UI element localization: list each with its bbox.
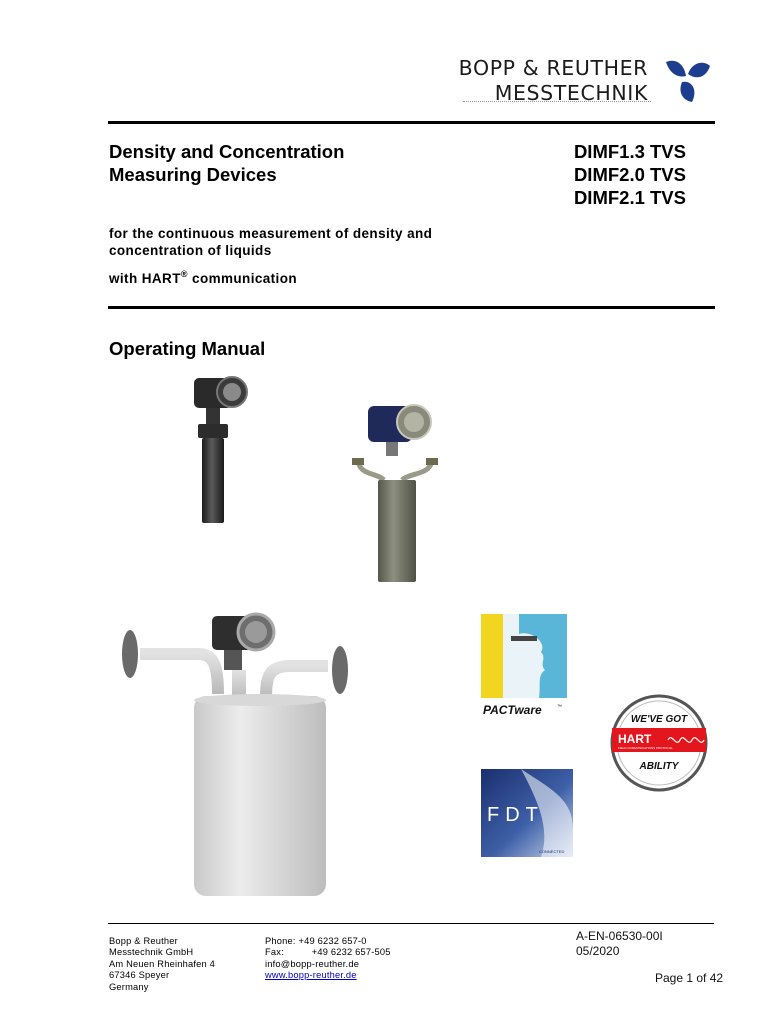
- document-reference: [576, 929, 663, 959]
- subtitle-line-3: [109, 266, 432, 287]
- document-title: [109, 140, 344, 186]
- page-number: Page 1 of 42: [655, 971, 724, 985]
- document-subtitle: [109, 225, 432, 287]
- fdt-text: FDT: [487, 804, 544, 826]
- document-date: 05/2020: [576, 944, 620, 958]
- hart-mid-text: HART: [618, 732, 652, 746]
- hart-ability-logo: [610, 694, 708, 792]
- address-line: Germany: [109, 981, 149, 992]
- pactware-tm: ™: [557, 704, 562, 710]
- device-dimf20-image: [348, 398, 444, 584]
- subtitle-line-1: for the continuous measurement of density and: [109, 226, 433, 241]
- logo-underline: [463, 101, 651, 103]
- address-line: Bopp & Reuther: [109, 936, 178, 946]
- subtitle-line-2: concentration of liquids: [109, 243, 272, 258]
- pactware-logo: [481, 614, 567, 718]
- fdt-sub-text: CONNECTED: [539, 849, 565, 854]
- hart-bottom-text: ABILITY: [639, 761, 679, 772]
- footer-rule: [108, 923, 714, 924]
- company-address: [109, 936, 215, 993]
- email-address: info@bopp-reuther.de: [265, 958, 360, 969]
- document-number: A-EN-06530-00I: [576, 929, 663, 943]
- hart-word: with HART: [109, 271, 181, 286]
- pactware-text: PACTware: [483, 703, 542, 717]
- logo-line-2: MESSTECHNIK: [494, 81, 648, 105]
- logo-line-1: BOPP & REUTHER: [458, 56, 648, 80]
- model-list: [541, 140, 686, 209]
- title-line-1: Density and Concentration: [109, 141, 345, 162]
- manual-title: Operating Manual: [109, 338, 266, 359]
- company-logo-text: [459, 56, 648, 106]
- bopp-reuther-logo-icon: [662, 56, 712, 106]
- contact-info: [265, 936, 391, 982]
- fdt-logo: [481, 769, 573, 857]
- device-dimf21-image: [118, 606, 356, 902]
- middle-rule: [108, 306, 715, 309]
- registered-mark: ®: [180, 269, 188, 279]
- communication-word: communication: [187, 271, 298, 286]
- hart-top-text: WE'VE GOT: [630, 714, 688, 725]
- address-line: 67346 Speyer: [109, 970, 170, 981]
- address-line: Messtechnik GmbH: [109, 947, 194, 958]
- model-item: DIMF2.1 TVS: [573, 187, 686, 208]
- top-rule: [108, 121, 715, 124]
- hart-sub-text: FIELD COMMUNICATIONS PROTOCOL: [618, 746, 673, 750]
- model-item: DIMF2.0 TVS: [573, 164, 686, 185]
- fax-number: Fax: +49 6232 657-505: [265, 947, 391, 958]
- device-dimf13-image: [186, 370, 256, 530]
- website-link[interactable]: www.bopp-reuther.de: [265, 970, 357, 981]
- title-line-2: Measuring Devices: [109, 164, 277, 185]
- address-line: Am Neuen Rheinhafen 4: [109, 958, 216, 969]
- model-item: DIMF1.3 TVS: [573, 141, 686, 162]
- phone-number: Phone: +49 6232 657-0: [265, 936, 367, 946]
